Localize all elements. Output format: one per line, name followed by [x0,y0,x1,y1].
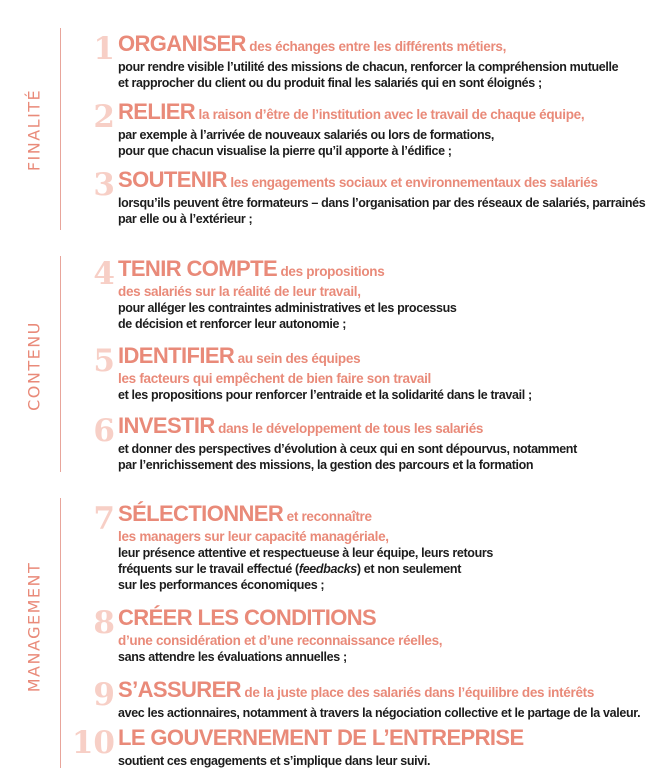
commitment-item-3 [93,167,648,227]
commitment-item-7 [93,501,648,593]
item-keyword: SOUTENIR [118,167,227,192]
item-keyword: IDENTIFIER [118,343,235,368]
item-number: 3 [93,167,115,203]
item-text: leur présence attentive et respectueuse à leur équipe, leurs retours [118,546,493,560]
item-text: par exemple à l’arrivée de nouveaux salariés ou lors de formations, [118,128,495,142]
commitment-item-6 [93,413,648,473]
commitment-item-8 [93,605,648,665]
item-number: 8 [93,605,115,641]
item-lead: de la juste place des salariés dans l’équilibre des intérêts [240,685,595,700]
item-keyword: S’ASSURER [118,677,241,702]
item-lead: des échanges entre les différents métiers, [245,39,507,54]
item-text: pour alléger les contraintes administratives et les processus [118,301,457,315]
commitment-item-5 [93,343,648,403]
section-label-contenu: CONTENU [24,321,44,411]
item-text: pour rendre visible l’utilité des missions de chacun, renforcer la compréhension mutuelle [118,60,619,74]
section-divider-finalite [60,28,61,230]
item-text: lorsqu’ils peuvent être formateurs – dans l’organisation par des réseaux de salariés, parrainés [118,196,646,210]
item-text: par elle ou à l’extérieur ; [118,212,253,226]
item-lead: et reconnaître [283,509,372,524]
item-number: 5 [93,343,115,379]
item-number: 10 [71,725,115,761]
section-label-management: MANAGEMENT [24,561,44,693]
commitment-item-10 [71,725,648,769]
item-lead-continued: d’une considération et d’une reconnaissance réelles, [118,633,443,648]
commitment-item-2 [93,99,648,159]
item-text: et les propositions pour renforcer l’entraide et la solidarité dans le travail ; [118,388,532,402]
item-keyword: CRÉER LES CONDITIONS [118,605,377,630]
item-keyword: SÉLECTIONNER [118,501,284,526]
item-lead-continued: les managers sur leur capacité managériale, [118,529,389,544]
item-lead-continued: des salariés sur la réalité de leur travail, [118,284,361,299]
item-number: 1 [93,31,115,67]
item-text: et rapprocher du client ou du produit final les salariés qui en sont éloignés ; [118,76,542,90]
item-text: par l’enrichissement des missions, la gestion des parcours et la formation [118,458,534,472]
item-lead: au sein des équipes [234,351,361,366]
item-number: 4 [93,256,115,292]
item-text: de décision et renforcer leur autonomie ; [118,317,347,331]
item-keyword: RELIER [118,99,196,124]
item-text: et donner des perspectives d’évolution à ceux qui en sont dépourvus, notamment [118,442,577,456]
item-lead: la raison d’être de l’institution avec le travail de chaque équipe, [195,107,585,122]
item-keyword: INVESTIR [118,413,215,438]
item-text: soutient ces engagements et s’implique dans leur suivi. [118,754,431,768]
item-number: 7 [93,501,115,537]
item-lead: des propositions [277,264,385,279]
item-number: 9 [93,677,115,713]
item-lead-continued: les facteurs qui empêchent de bien faire son travail [118,371,432,386]
item-text: sur les performances économiques ; [118,578,325,592]
item-keyword: TENIR COMPTE [118,256,278,281]
section-label-finalite: FINALITÉ [24,88,44,172]
commitment-item-4 [93,256,648,332]
feedbacks-emphasis: feedbacks [298,562,357,576]
item-number: 2 [93,99,115,135]
item-keyword: ORGANISER [118,31,246,56]
item-lead: les engagements sociaux et environnementaux des salariés [226,175,598,190]
item-lead: dans le développement de tous les salariés [214,421,484,436]
item-text: sans attendre les évaluations annuelles ; [118,650,347,664]
item-number: 6 [93,413,115,449]
item-text: avec les actionnaires, notamment à travers la négociation collective et le partage de la valeur. [118,706,641,720]
commitment-item-9 [93,677,648,721]
section-divider-management [60,498,61,768]
commitment-item-1 [93,31,648,91]
item-text: pour que chacun visualise la pierre qu’il apporte à l’édifice ; [118,144,452,158]
section-divider-contenu [60,256,61,472]
item-keyword: LE GOUVERNEMENT DE L’ENTREPRISE [118,725,524,750]
item-text-rich: fréquents sur le travail effectué (feedbacks) et non seulement [118,562,462,576]
